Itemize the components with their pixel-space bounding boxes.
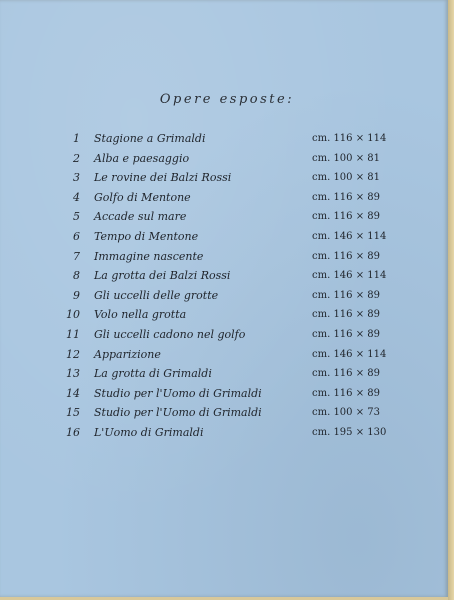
work-title: Volo nella grotta [94, 308, 187, 322]
work-row [52, 171, 392, 191]
work-size: cm. 116 × 89 [312, 191, 380, 203]
work-size: cm. 116 × 89 [312, 387, 380, 399]
work-title: Gli uccelli cadono nel golfo [94, 327, 246, 341]
page-edge [448, 0, 454, 600]
work-row [52, 152, 392, 172]
work-row [52, 348, 392, 368]
work-row [52, 210, 392, 230]
work-title: Le rovine dei Balzi Rossi [94, 171, 232, 185]
work-size: cm. 100 × 81 [312, 172, 380, 184]
work-row [52, 426, 392, 446]
work-size: cm. 100 × 73 [312, 407, 380, 419]
work-size: cm. 116 × 89 [312, 328, 380, 340]
work-title: Gli uccelli delle grotte [94, 288, 219, 302]
work-size: cm. 146 × 114 [312, 270, 387, 282]
work-number: 16 [66, 425, 80, 439]
work-number: 2 [73, 151, 80, 165]
work-number: 13 [66, 367, 80, 381]
work-title: Tempo di Mentone [94, 229, 199, 243]
page-title: Opere esposte: [159, 92, 295, 107]
work-title: La grotta dei Balzi Rossi [94, 269, 231, 283]
work-number: 7 [73, 249, 80, 263]
work-number: 9 [73, 288, 80, 302]
work-row [52, 269, 392, 289]
work-title: Golfo di Mentone [94, 190, 191, 204]
works-list [52, 132, 392, 446]
work-number: 3 [73, 171, 80, 185]
work-row [52, 132, 392, 152]
work-title: Accade sul mare [94, 210, 187, 224]
work-size: cm. 116 × 89 [312, 289, 380, 301]
work-number: 1 [73, 132, 80, 145]
work-size: cm. 116 × 89 [312, 309, 380, 321]
work-title: Immagine nascente [94, 249, 204, 263]
work-row [52, 406, 392, 426]
work-size: cm. 116 × 89 [312, 368, 380, 380]
work-row [52, 289, 392, 309]
work-size: cm. 116 × 114 [312, 133, 387, 144]
work-number: 11 [66, 327, 80, 341]
work-number: 8 [73, 269, 80, 283]
work-size: cm. 100 × 81 [312, 152, 380, 164]
work-number: 4 [73, 190, 80, 204]
work-row [52, 387, 392, 407]
work-row [52, 328, 392, 348]
work-size: cm. 116 × 89 [312, 211, 380, 223]
work-title: L'Uomo di Grimaldi [94, 425, 204, 439]
work-size: cm. 146 × 114 [312, 348, 387, 360]
work-number: 5 [73, 210, 80, 224]
work-number: 6 [73, 229, 80, 243]
work-size: cm. 116 × 89 [312, 250, 380, 262]
work-number: 10 [66, 308, 80, 322]
work-size: cm. 195 × 130 [312, 426, 387, 438]
work-row [52, 191, 392, 211]
work-title: Apparizione [94, 347, 161, 361]
work-number: 14 [66, 386, 80, 400]
work-row [52, 230, 392, 250]
work-number: 15 [66, 406, 80, 420]
work-title: Alba e paesaggio [94, 151, 190, 165]
work-row [52, 250, 392, 270]
work-row [52, 367, 392, 387]
work-row [52, 308, 392, 328]
work-title: Studio per l'Uomo di Grimaldi [94, 406, 262, 420]
work-title: Stagione a Grimaldi [94, 132, 206, 145]
work-size: cm. 146 × 114 [312, 230, 387, 242]
work-title: Studio per l'Uomo di Grimaldi [94, 386, 262, 400]
work-number: 12 [66, 347, 80, 361]
work-title: La grotta di Grimaldi [94, 367, 212, 381]
